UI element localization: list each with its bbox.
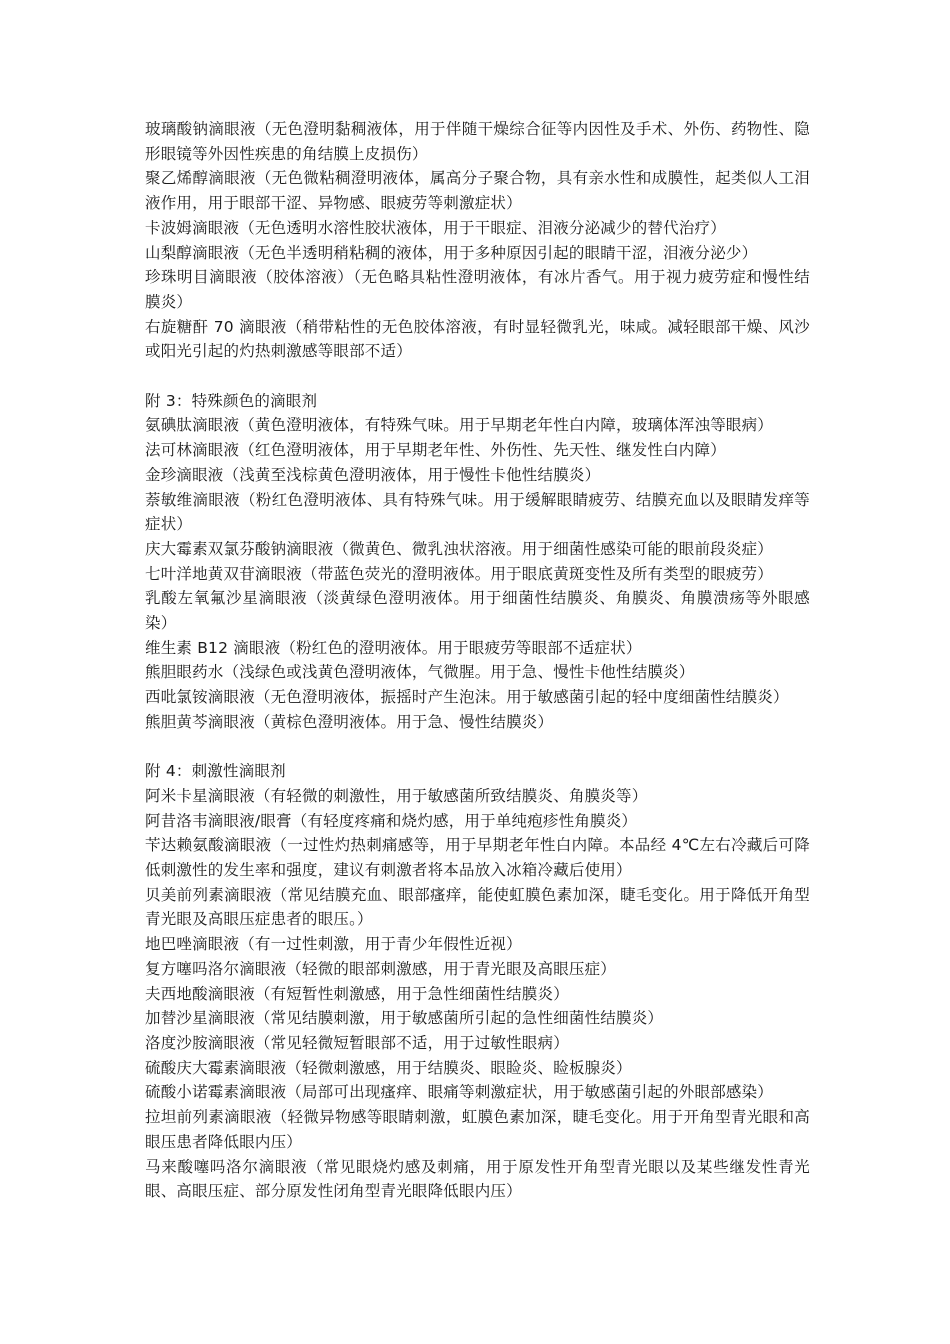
list-item: 硫酸小诺霉素滴眼液（局部可出现瘙痒、眼痛等刺激症状，用于敏感菌引起的外眼部感染）	[145, 1083, 774, 1102]
list-item: 七叶洋地黄双苷滴眼液（带蓝色荧光的澄明液体。用于眼底黄斑变性及所有类型的眼疲劳）	[145, 564, 774, 583]
list-item: 聚乙烯醇滴眼液（无色微粘稠澄明液体，属高分子聚合物，具有亲水性和成膜性，起类似人工泪液作用，用于眼部干涩、异物感、眼疲劳等刺激症状）	[145, 169, 810, 213]
list-item: 珍珠明目滴眼液（胶体溶液）（无色略具粘性澄明液体，有冰片香气。用于视力疲劳症和慢性结膜炎）	[145, 268, 810, 311]
list-item: 庆大霉素双氯芬酸钠滴眼液（微黄色、微乳浊状溶液。用于细菌性感染可能的眼前段炎症）	[145, 539, 774, 558]
list-item: 熊胆眼药水（浅绿色或浅黄色澄明液体，气微腥。用于急、慢性卡他性结膜炎）	[145, 663, 695, 682]
list-item: 复方噻吗洛尔滴眼液（轻微的眼部刺激感，用于青光眼及高眼压症）	[145, 959, 617, 978]
section-heading: 附 3：特殊颜色的滴眼剂	[145, 391, 318, 410]
list-item: 氨碘肽滴眼液（黄色澄明液体，有特殊气味。用于早期老年性白内障，玻璃体浑浊等眼病）	[145, 416, 774, 435]
list-item: 贝美前列素滴眼液（常见结膜充血、眼部瘙痒，能使虹膜色素加深，睫毛变化。用于降低开角型青光眼及高眼压症患者的眼压。）	[145, 885, 810, 929]
list-item: 硫酸庆大霉素滴眼液（轻微刺激感，用于结膜炎、眼睑炎、睑板腺炎）	[145, 1058, 632, 1077]
list-item: 洛度沙胺滴眼液（常见轻微短暂眼部不适，用于过敏性眼病）	[145, 1033, 569, 1052]
list-item: 维生素 B12 滴眼液（粉红色的澄明液体。用于眼疲劳等眼部不适症状）	[145, 638, 642, 657]
list-item: 加替沙星滴眼液（常见结膜刺激，用于敏感菌所引起的急性细菌性结膜炎）	[145, 1009, 664, 1028]
list-item: 拉坦前列素滴眼液（轻微异物感等眼睛刺激，虹膜色素加深，睫毛变化。用于开角型青光眼和高眼压患者降低眼内压）	[145, 1108, 810, 1151]
list-item: 苄达赖氨酸滴眼液（一过性灼热刺痛感等，用于早期老年性白内障。本品经 4℃左右冷藏后可降低刺激性的发生率和强度，建议有刺激者将本品放入冰箱冷藏后使用）	[145, 836, 810, 880]
list-item: 夫西地酸滴眼液（有短暂性刺激感，用于急性细菌性结膜炎）	[145, 984, 569, 1003]
list-item: 右旋糖酐 70 滴眼液（稍带粘性的无色胶体溶液，有时显轻微乳光，味咸。减轻眼部干燥、风沙或阳光引起的灼热刺激感等眼部不适）	[145, 317, 810, 361]
list-item: 地巴唑滴眼液（有一过性刺激，用于青少年假性近视）	[145, 935, 522, 954]
list-item: 玻璃酸钠滴眼液（无色澄明黏稠液体，用于伴随干燥综合征等内因性及手术、外伤、药物性、隐形眼镜等外因性疾患的角结膜上皮损伤）	[145, 120, 810, 163]
list-item: 山梨醇滴眼液（无色半透明稍粘稠的液体，用于多种原因引起的眼睛干涩，泪液分泌少）	[145, 243, 758, 262]
document-page	[145, 117, 810, 1204]
list-item: 阿米卡星滴眼液（有轻微的刺激性，用于敏感菌所致结膜炎、角膜炎等）	[145, 786, 648, 805]
list-item: 金珍滴眼液（浅黄至浅棕黄色澄明液体，用于慢性卡他性结膜炎）	[145, 465, 601, 484]
list-item: 法可林滴眼液（红色澄明液体，用于早期老年性、外伤性、先天性、继发性白内障）	[145, 441, 726, 460]
section-heading: 附 4：刺激性滴眼剂	[145, 762, 286, 781]
list-item: 萘敏维滴眼液（粉红色澄明液体、具有特殊气味。用于缓解眼睛疲劳、结膜充血以及眼睛发痒等症状）	[145, 490, 810, 534]
section-appendix-3	[145, 389, 810, 735]
list-item: 卡波姆滴眼液（无色透明水溶性胶状液体，用于干眼症、泪液分泌减少的替代治疗）	[145, 218, 726, 237]
section-lubricant-eye-drops	[145, 117, 810, 364]
list-item: 乳酸左氧氟沙星滴眼液（淡黄绿色澄明液体。用于细菌性结膜炎、角膜炎、角膜溃疡等外眼感染）	[145, 589, 810, 633]
list-item: 熊胆黄芩滴眼液（黄棕色澄明液体。用于急、慢性结膜炎）	[145, 712, 554, 731]
section-appendix-4	[145, 759, 810, 1204]
list-item: 阿昔洛韦滴眼液/眼膏（有轻度疼痛和烧灼感，用于单纯疱疹性角膜炎）	[145, 811, 638, 830]
list-item: 西吡氯铵滴眼液（无色澄明液体，振摇时产生泡沫。用于敏感菌引起的轻中度细菌性结膜炎）	[145, 688, 789, 707]
list-item: 马来酸噻吗洛尔滴眼液（常见眼烧灼感及刺痛，用于原发性开角型青光眼以及某些继发性青光眼、高眼压症、部分原发性闭角型青光眼降低眼内压）	[145, 1157, 810, 1201]
